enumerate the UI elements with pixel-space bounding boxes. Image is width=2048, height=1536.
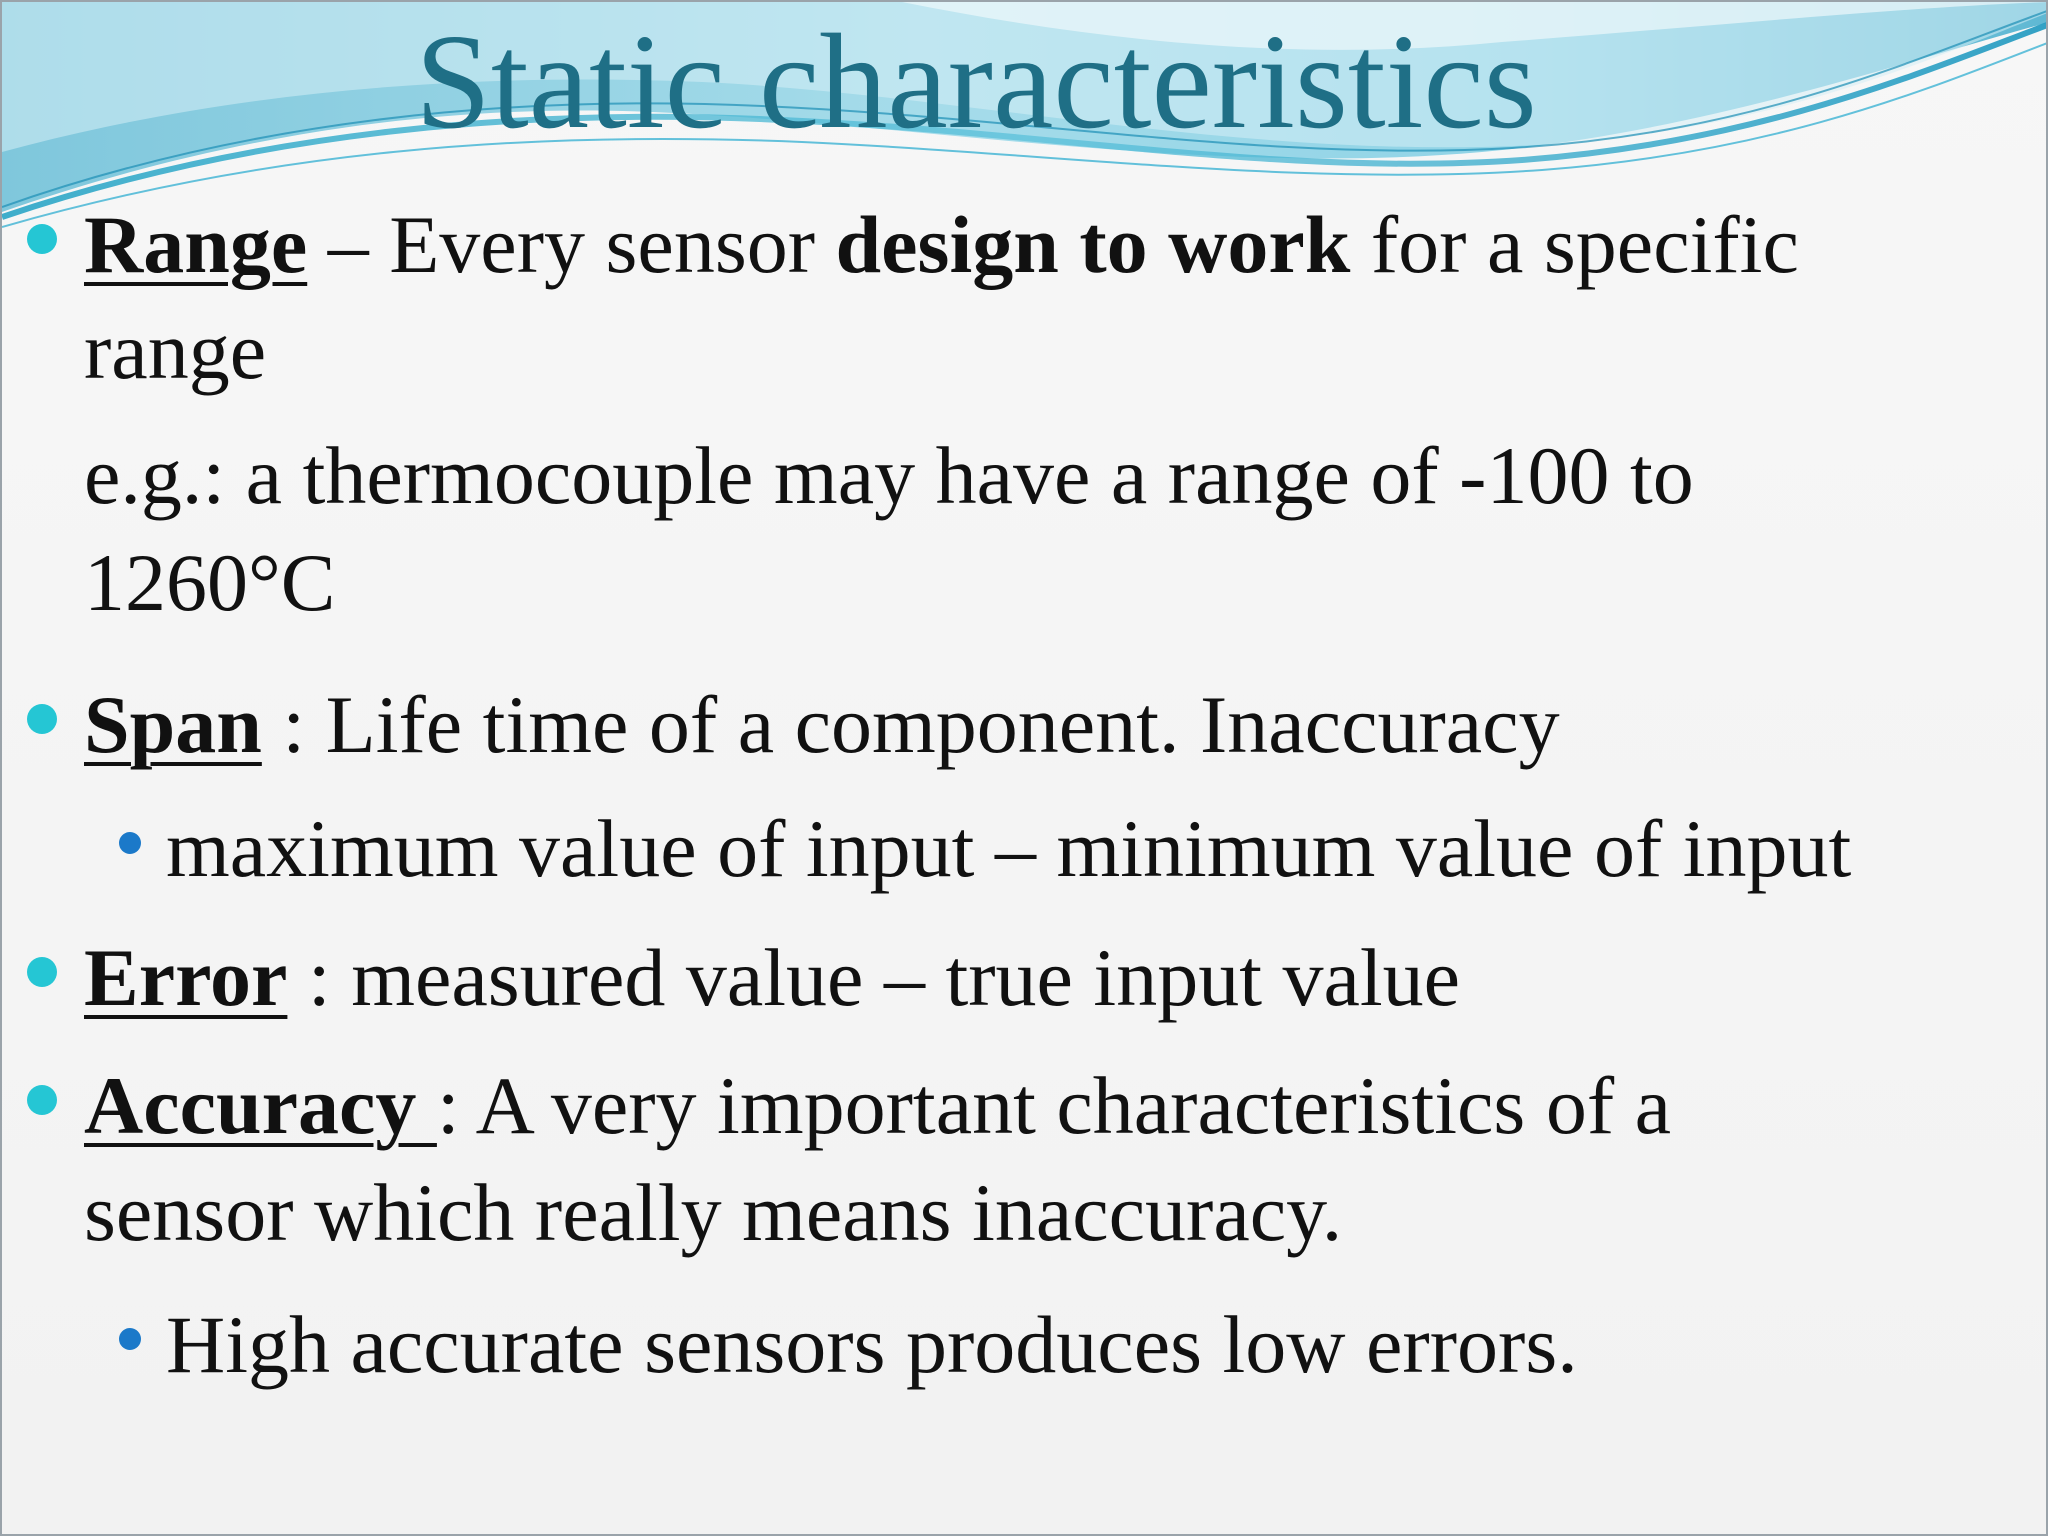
- range-text-post: for a specific: [1350, 199, 1799, 290]
- sub-bullet-dot-icon: [119, 1328, 141, 1350]
- term-accuracy: Accuracy: [84, 1060, 437, 1151]
- range-line-2: range: [84, 305, 267, 396]
- bullet-dot-icon: [27, 1085, 57, 1115]
- bullet-dot-icon: [27, 704, 57, 734]
- accuracy-line-1: [84, 1060, 1672, 1151]
- span-text: : Life time of a component. Inaccuracy: [261, 679, 1560, 770]
- range-text-pre: – Every sensor: [307, 199, 836, 290]
- span-sub-line: maximum value of input – minimum value of input: [166, 803, 1852, 894]
- term-error: Error: [84, 932, 288, 1023]
- span-line-1: [84, 679, 1560, 770]
- sub-bullet-dot-icon: [119, 832, 141, 854]
- range-example-line-2: 1260°C: [84, 537, 336, 628]
- error-line-1: [84, 932, 1461, 1023]
- accuracy-line-2: sensor which really means inaccuracy.: [84, 1167, 1343, 1258]
- slide-title: Static characteristics: [415, 7, 1537, 157]
- term-span: Span: [84, 679, 262, 770]
- accuracy-text: : A very important characteristics of a: [436, 1060, 1672, 1151]
- range-example-line-1: e.g.: a thermocouple may have a range of -100 to: [84, 430, 1694, 521]
- term-range: Range: [84, 199, 308, 290]
- bullet-dot-icon: [27, 224, 57, 254]
- error-text: : measured value – true input value: [287, 932, 1461, 1023]
- range-line-1: [84, 199, 1799, 290]
- bullet-dot-icon: [27, 957, 57, 987]
- accuracy-sub-line: High accurate sensors produces low errors.: [166, 1299, 1578, 1390]
- range-text-bold: design to work: [835, 199, 1351, 290]
